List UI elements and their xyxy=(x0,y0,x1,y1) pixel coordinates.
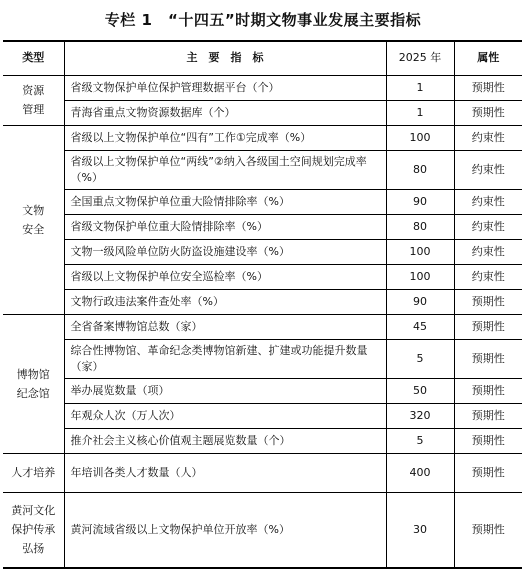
table-row xyxy=(3,403,522,428)
attribute-cell: 预期性 xyxy=(454,453,522,492)
indicator-cell: 年观众人次（万人次） xyxy=(64,403,386,428)
indicator-cell: 年培训各类人才数量（人） xyxy=(64,453,386,492)
indicator-cell: 省级文物保护单位保护管理数据平台（个） xyxy=(64,75,386,100)
table-row xyxy=(3,264,522,289)
target-value-cell: 80 xyxy=(386,214,454,239)
target-value-cell: 80 xyxy=(386,150,454,189)
attribute-cell: 约束性 xyxy=(454,239,522,264)
target-value-cell: 45 xyxy=(386,314,454,339)
indicator-cell: 文物行政违法案件查处率（%） xyxy=(64,289,386,314)
table-row xyxy=(3,378,522,403)
target-value-cell: 5 xyxy=(386,428,454,453)
type-label-line: 资源 xyxy=(22,84,45,97)
attribute-cell: 预期性 xyxy=(454,100,522,125)
type-label-line: 保护传承 xyxy=(11,523,56,537)
indicator-cell: 黄河流域省级以上文物保护单位开放率（%） xyxy=(64,492,386,568)
indicator-cell: 省级以上文物保护单位“四有”工作①完成率（%） xyxy=(64,125,386,150)
indicators-table xyxy=(3,40,522,569)
target-value-cell: 320 xyxy=(386,403,454,428)
table-row xyxy=(3,214,522,239)
type-label-line: 人才培养 xyxy=(11,466,56,479)
type-label-line: 管理 xyxy=(22,103,45,116)
target-value-cell: 100 xyxy=(386,239,454,264)
table-row xyxy=(3,75,522,100)
target-value-cell: 1 xyxy=(386,100,454,125)
target-value-cell: 100 xyxy=(386,264,454,289)
attribute-cell: 预期性 xyxy=(454,403,522,428)
type-cell xyxy=(3,492,64,568)
table-body xyxy=(3,75,522,568)
table-title: 专栏 1 “十四五”时期文物事业发展主要指标 xyxy=(104,11,422,29)
header-indicator: 主 要 指 标 xyxy=(64,41,386,75)
header-row xyxy=(3,41,522,75)
type-label-line: 文物 xyxy=(22,203,45,217)
attribute-cell: 约束性 xyxy=(454,189,522,214)
indicator-cell: 文物一级风险单位防火防盗设施建设率（%） xyxy=(64,239,386,264)
indicator-cell: 全省备案博物馆总数（家） xyxy=(64,314,386,339)
attribute-cell: 预期性 xyxy=(454,378,522,403)
attribute-cell: 预期性 xyxy=(454,492,522,568)
type-cell xyxy=(3,75,64,125)
type-label-line: 弘扬 xyxy=(22,542,45,556)
indicator-cell: 综合性博物馆、革命纪念类博物馆新建、扩建或功能提升数量（家） xyxy=(64,339,386,378)
type-label-line: 黄河文化 xyxy=(11,504,56,518)
target-value-cell: 90 xyxy=(386,189,454,214)
indicator-cell: 省级以上文物保护单位“两线”②纳入各级国土空间规划完成率（%） xyxy=(64,150,386,189)
attribute-cell: 约束性 xyxy=(454,125,522,150)
table-row xyxy=(3,339,522,378)
target-value-cell: 5 xyxy=(386,339,454,378)
type-cell xyxy=(3,125,64,314)
table-row xyxy=(3,314,522,339)
attribute-cell: 预期性 xyxy=(454,339,522,378)
table-row xyxy=(3,492,522,568)
attribute-cell: 约束性 xyxy=(454,150,522,189)
indicator-cell: 全国重点文物保护单位重大险情排除率（%） xyxy=(64,189,386,214)
target-value-cell: 30 xyxy=(386,492,454,568)
type-label-line: 纪念馆 xyxy=(16,386,50,400)
attribute-cell: 约束性 xyxy=(454,264,522,289)
target-value-cell: 50 xyxy=(386,378,454,403)
table-row xyxy=(3,453,522,492)
type-cell xyxy=(3,453,64,492)
table-row xyxy=(3,289,522,314)
attribute-cell: 预期性 xyxy=(454,428,522,453)
indicator-cell: 举办展览数量（项） xyxy=(64,378,386,403)
type-cell xyxy=(3,314,64,453)
table-row xyxy=(3,239,522,264)
header-attribute: 属性 xyxy=(454,41,522,75)
header-type: 类型 xyxy=(3,41,64,75)
indicator-cell: 省级以上文物保护单位安全巡检率（%） xyxy=(64,264,386,289)
attribute-cell: 约束性 xyxy=(454,214,522,239)
attribute-cell: 预期性 xyxy=(454,314,522,339)
table-row xyxy=(3,100,522,125)
table-row xyxy=(3,189,522,214)
indicator-cell: 青海省重点文物资源数据库（个） xyxy=(64,100,386,125)
table-row xyxy=(3,150,522,189)
target-value-cell: 100 xyxy=(386,125,454,150)
type-label-line: 博物馆 xyxy=(16,367,50,381)
indicator-cell: 推介社会主义核心价值观主题展览数量（个） xyxy=(64,428,386,453)
type-label-line: 安全 xyxy=(22,222,45,236)
target-value-cell: 90 xyxy=(386,289,454,314)
target-value-cell: 400 xyxy=(386,453,454,492)
target-value-cell: 1 xyxy=(386,75,454,100)
table-row xyxy=(3,125,522,150)
attribute-cell: 预期性 xyxy=(454,75,522,100)
indicator-cell: 省级文物保护单位重大险情排除率（%） xyxy=(64,214,386,239)
header-year: 2025 年 xyxy=(386,41,454,75)
attribute-cell: 预期性 xyxy=(454,289,522,314)
table-row xyxy=(3,428,522,453)
